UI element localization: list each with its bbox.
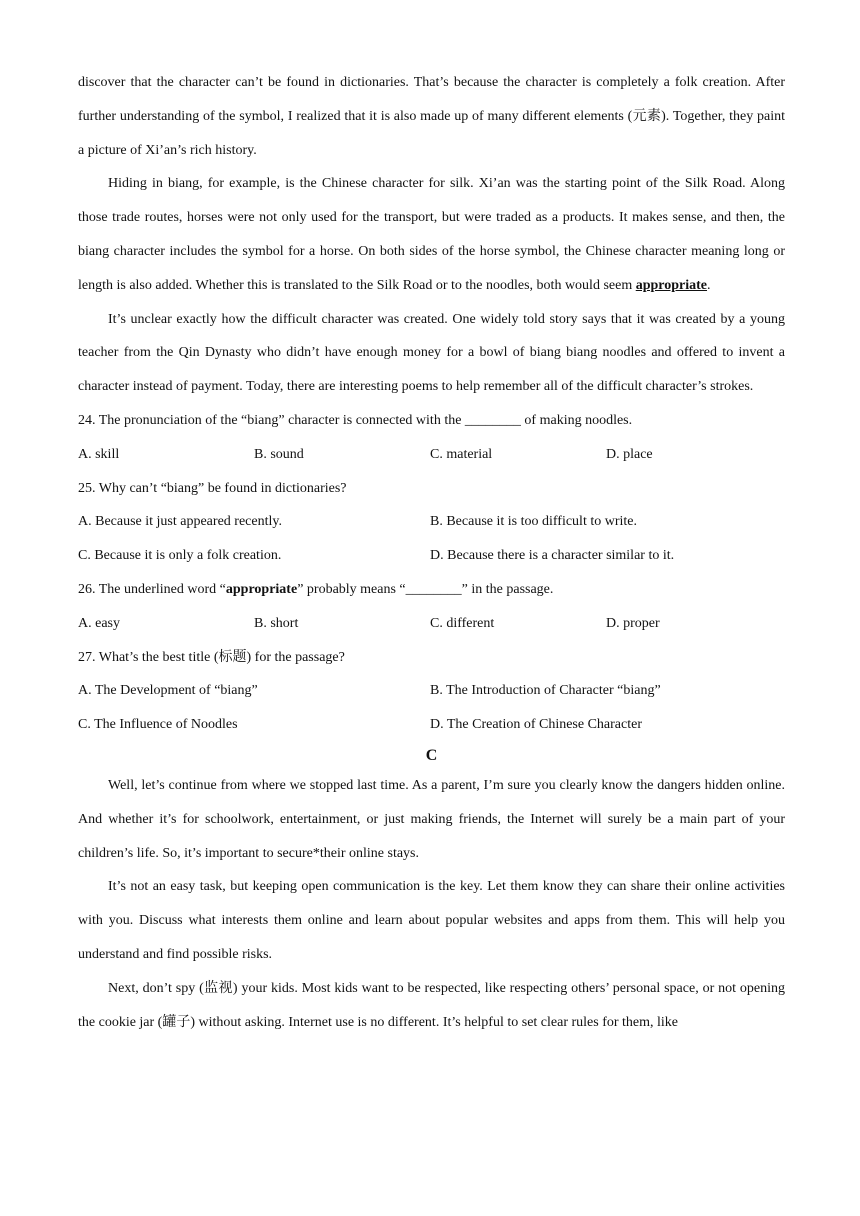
q24-option-d[interactable]: D. place (606, 446, 653, 462)
q25-option-a[interactable]: A. Because it just appeared recently. (78, 514, 282, 530)
q24-option-b[interactable]: B. sound (254, 446, 304, 462)
question-27-stem: 27. What’s the best title (标题) for the passage? (78, 649, 345, 665)
question-26-stem (78, 573, 785, 607)
q24-option-c[interactable]: C. material (430, 446, 493, 462)
q26-stem-end: ” probably means “________” in the passage. (297, 581, 554, 597)
q27-option-c[interactable]: C. The Influence of Noodles (78, 717, 238, 733)
question-25-stem: 25. Why can’t “biang” be found in dictionaries? (78, 480, 347, 496)
document-page (78, 66, 785, 1039)
question-26-options (78, 607, 785, 641)
q25-option-c[interactable]: C. Because it is only a folk creation. (78, 548, 282, 564)
question-25-options-row-2 (78, 539, 785, 573)
q26-option-c[interactable]: C. different (430, 615, 495, 631)
q27-option-d[interactable]: D. The Creation of Chinese Character (430, 717, 643, 733)
q26-stem-start: 26. The underlined word “ (78, 581, 226, 597)
q24-option-a[interactable]: A. skill (78, 446, 120, 462)
q26-option-a[interactable]: A. easy (78, 615, 120, 631)
q25-option-d[interactable]: D. Because there is a character similar to it. (430, 548, 675, 564)
paragraph-2-text: Hiding in biang, for example, is the Chinese character for silk. Xi’an was the starting point of the Silk Road. Along those trade routes, horses were not only used for the transport, but were traded as a products. It makes sense, and then, the biang character includes the symbol for a horse. On both sides of the horse symbol, the Chinese character meaning long or length is also added. Whether this is translated to the Silk Road or to the noodles, both would seem (78, 176, 785, 293)
section-c-heading: C (425, 746, 438, 764)
question-24-stem: 24. The pronunciation of the “biang” character is connected with the ________ of making noodles. (78, 412, 633, 428)
q26-keyword: appropriate (225, 581, 298, 597)
question-27-options-row-1 (78, 674, 785, 708)
passage-b-paragraph-3: It’s unclear exactly how the difficult character was created. One widely told story says that it was created by a young teacher from the Qin Dynasty who didn’t have enough money for a bowl of biang biang noodles and offered to invent a character instead of payment. Today, there are interesting poems to help remember all of the difficult character’s strokes. (78, 311, 785, 395)
paragraph-2-end: . (707, 277, 711, 293)
passage-b-paragraph-1: discover that the character can’t be found in dictionaries. That’s because the character is completely a folk creation. After further understanding of the symbol, I realized that it is also made up of many different elements (元素). Together, they paint a picture of Xi’an’s rich history. (78, 75, 785, 158)
q26-option-d[interactable]: D. proper (606, 615, 660, 631)
question-27-options-row-2 (78, 708, 785, 742)
section-c-paragraph-1: Well, let’s continue from where we stopped last time. As a parent, I’m sure you clearly know the dangers hidden online. And whether it’s for schoolwork, entertainment, or just making friends, the Internet will surely be a main part of your children’s life. So, it’s important to secure*their online stays. (78, 777, 785, 861)
q26-option-b[interactable]: B. short (254, 615, 299, 631)
section-c-paragraph-3: Next, don’t spy (监视) your kids. Most kids want to be respected, like respecting others’ personal space, or not opening the cookie jar (罐子) without asking. Internet use is no different. It’s helpful to set clear rules for them, like (78, 980, 785, 1030)
passage-b-paragraph-2 (78, 167, 785, 302)
q25-option-b[interactable]: B. Because it is too difficult to write. (430, 514, 637, 530)
q27-option-a[interactable]: A. The Development of “biang” (78, 683, 258, 699)
underlined-word-appropriate: appropriate (635, 277, 708, 293)
section-c-paragraph-2: It’s not an easy task, but keeping open communication is the key. Let them know they can share their online activities with you. Discuss what interests them online and learn about popular websites and apps from them. This will help you understand and find possible risks. (78, 879, 785, 962)
q27-option-b[interactable]: B. The Introduction of Character “biang” (430, 683, 661, 699)
question-25-options-row-1 (78, 505, 785, 539)
question-24-options (78, 438, 785, 472)
